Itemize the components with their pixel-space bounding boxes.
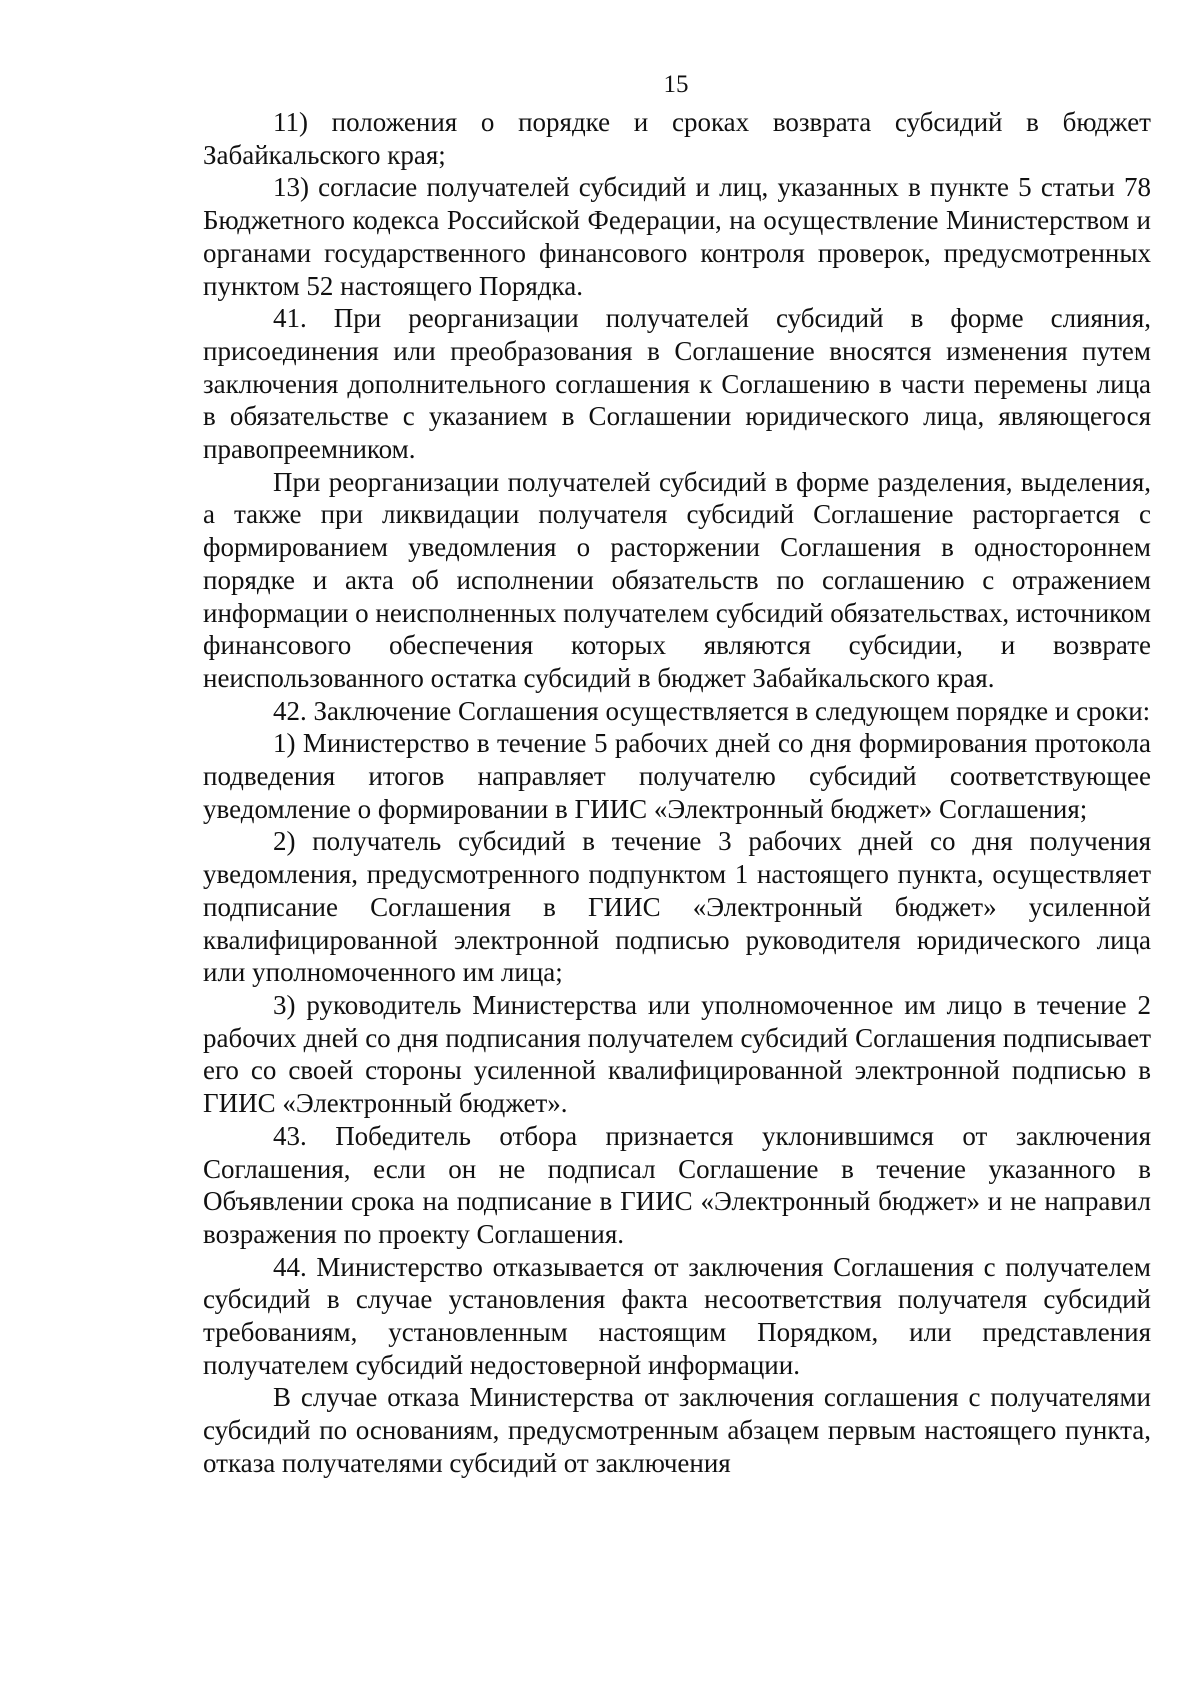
paragraph-clause-42-item-1: 1) Министерство в течение 5 рабочих дней со дня формирования протокола подведения итогов направляет получателю субсидий соответствующее уведомление о формировании в ГИИС «Электронный бюджет» Соглашения; bbox=[203, 728, 1151, 824]
paragraph-clause-42-item-2: 2) получатель субсидий в течение 3 рабочих дней со дня получения уведомления, предусмотренного подпунктом 1 настоящего пункта, осуществляет подписание Соглашения в ГИИС «Электронный бюджет» усиленной квалифицированной электронной подписью руководителя юридического лица или уполномоченного им лица; bbox=[203, 826, 1151, 988]
paragraph-clause-41-continuation: При реорганизации получателей субсидий в форме разделения, выделения, а также при ликвидации получателя субсидий Соглашение расторгается с формированием уведомления о расторжении Соглашения в одностороннем порядке и акта об исполнении обязательств по соглашению с отражением информации о неисполненных получателем субсидий обязательствах, источником финансового обеспечения которых являются субсидии, и возврате неиспользованного остатка субсидий в бюджет Забайкальского края. bbox=[203, 466, 1151, 693]
paragraph-clause-42: 42. Заключение Соглашения осуществляется в следующем порядке и сроки: bbox=[273, 695, 1151, 726]
paragraph-clause-44-continuation: В случае отказа Министерства от заключения соглашения с получателями субсидий по основаниям, предусмотренным абзацем первым настоящего пункта, отказа получателями субсидий от заключения bbox=[203, 1382, 1151, 1478]
paragraph-clause-41: 41. При реорганизации получателей субсидий в форме слияния, присоединения или преобразования в Соглашение вносятся изменения путем заключения дополнительного соглашения к Соглашению в части перемены лица в обязательстве с указанием в Соглашении юридического лица, являющегося правопреемником. bbox=[203, 303, 1151, 465]
paragraph-item-13: 13) согласие получателей субсидий и лиц, указанных в пункте 5 статьи 78 Бюджетного кодекса Российской Федерации, на осуществление Министерством и органами государственного финансового контроля проверок, предусмотренных пунктом 52 настоящего Порядка. bbox=[203, 172, 1151, 301]
paragraph-clause-43: 43. Победитель отбора признается уклонившимся от заключения Соглашения, если он не подписал Соглашение в течение указанного в Объявлении срока на подписание в ГИИС «Электронный бюджет» и не направил возражения по проекту Соглашения. bbox=[203, 1120, 1151, 1249]
paragraph-clause-44: 44. Министерство отказывается от заключения Соглашения с получателем субсидий в случае установления факта несоответствия получателя субсидий требованиям, установленным настоящим Порядком, или представления получателем субсидий недостоверной информации. bbox=[203, 1251, 1151, 1380]
document-body bbox=[203, 106, 1151, 1480]
page-number: 15 bbox=[663, 71, 689, 98]
paragraph-clause-42-item-3: 3) руководитель Министерства или уполномоченное им лицо в течение 2 рабочих дней со дня подписания получателем субсидий Соглашения подписывает его со своей стороны усиленной квалифицированной электронной подписью в ГИИС «Электронный бюджет». bbox=[203, 989, 1151, 1119]
paragraph-item-11: 11) положения о порядке и сроках возврата субсидий в бюджет Забайкальского края; bbox=[203, 107, 1151, 170]
